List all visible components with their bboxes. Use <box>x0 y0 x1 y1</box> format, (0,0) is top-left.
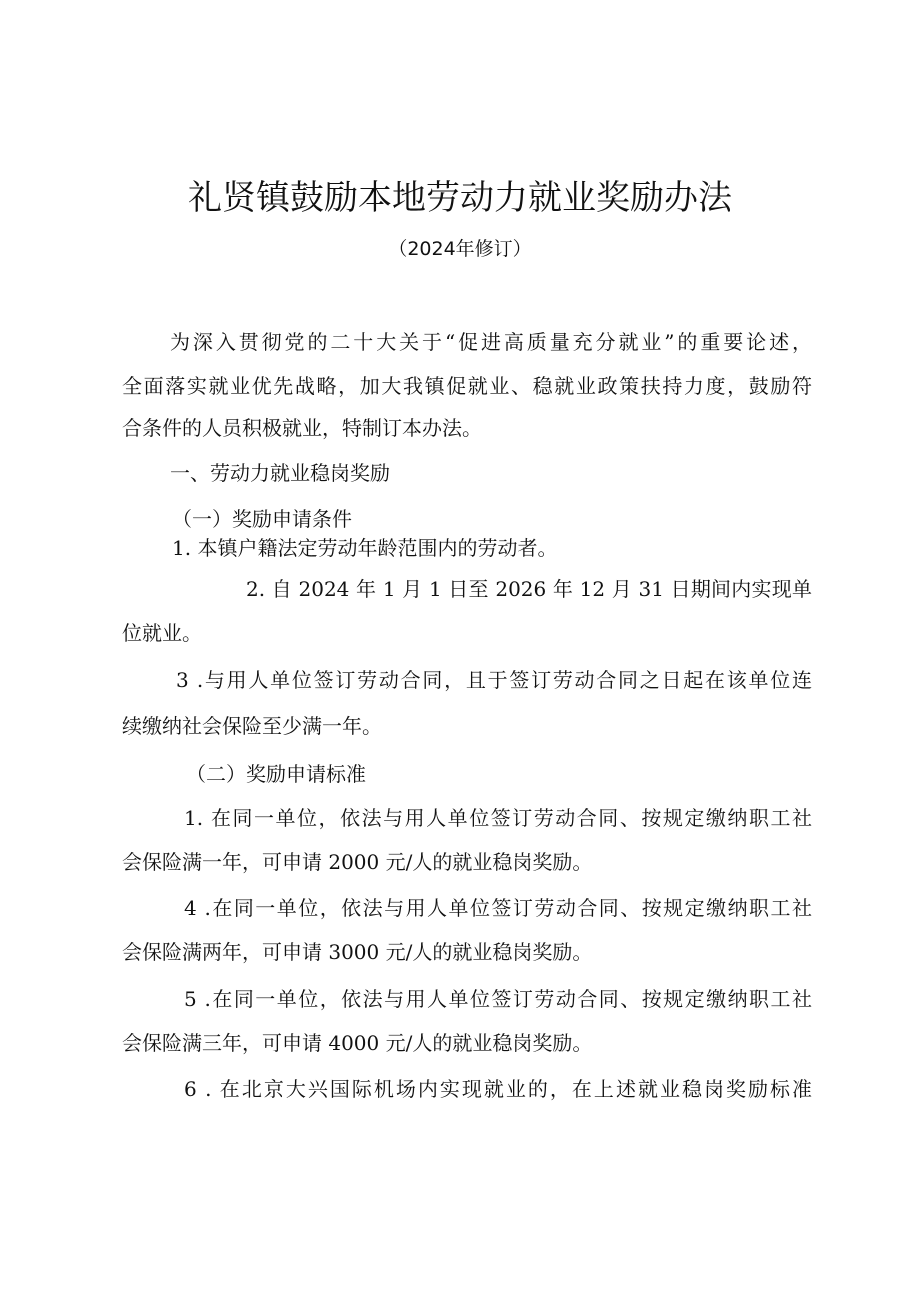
condition-item-3-line-2: 续缴纳社会保险至少满一年。 <box>122 714 382 738</box>
condition-item-2-line-1: 2. 自 2024 年 1 月 1 日至 2026 年 12 月 31 日期间内实现单 <box>246 577 812 601</box>
standard-item-5-line-2: 会保险满三年，可申请 4000 元/人的就业稳岗奖励。 <box>122 1031 593 1055</box>
document-title: 礼贤镇鼓励本地劳动力就业奖励办法 <box>188 178 732 218</box>
standard-item-1-line-2: 会保险满一年，可申请 2000 元/人的就业稳岗奖励。 <box>122 850 593 874</box>
standard-item-4-line-2: 会保险满两年，可申请 3000 元/人的就业稳岗奖励。 <box>122 940 593 964</box>
subsection-2-heading: （二）奖励申请标准 <box>186 762 366 786</box>
condition-item-2-line-2: 位就业。 <box>122 621 202 645</box>
intro-line-3: 合条件的人员积极就业，特制订本办法。 <box>122 416 482 440</box>
standard-item-5-line-1: 5 .在同一单位，依法与用人单位签订劳动合同、按规定缴纳职工社 <box>184 987 812 1011</box>
condition-item-3-line-1: 3 .与用人单位签订劳动合同，且于签订劳动合同之日起在该单位连 <box>176 668 812 692</box>
condition-item-1: 1. 本镇户籍法定劳动年龄范围内的劳动者。 <box>172 536 558 560</box>
standard-item-4-line-1: 4 .在同一单位，依法与用人单位签订劳动合同、按规定缴纳职工社 <box>184 896 812 920</box>
standard-item-1-line-1: 1. 在同一单位，依法与用人单位签订劳动合同、按规定缴纳职工社 <box>184 806 812 830</box>
intro-line-2: 全面落实就业优先战略，加大我镇促就业、稳就业政策扶持力度，鼓励符 <box>122 374 812 398</box>
intro-line-1: 为深入贯彻党的二十大关于“促进高质量充分就业”的重要论述， <box>170 330 812 354</box>
document-subtitle: （2024年修订） <box>388 238 532 260</box>
standard-item-6-line-1: 6 . 在北京大兴国际机场内实现就业的，在上述就业稳岗奖励标准 <box>184 1077 812 1101</box>
subsection-1-heading: （一）奖励申请条件 <box>172 507 352 531</box>
section-1-heading: 一、劳动力就业稳岗奖励 <box>170 461 390 485</box>
